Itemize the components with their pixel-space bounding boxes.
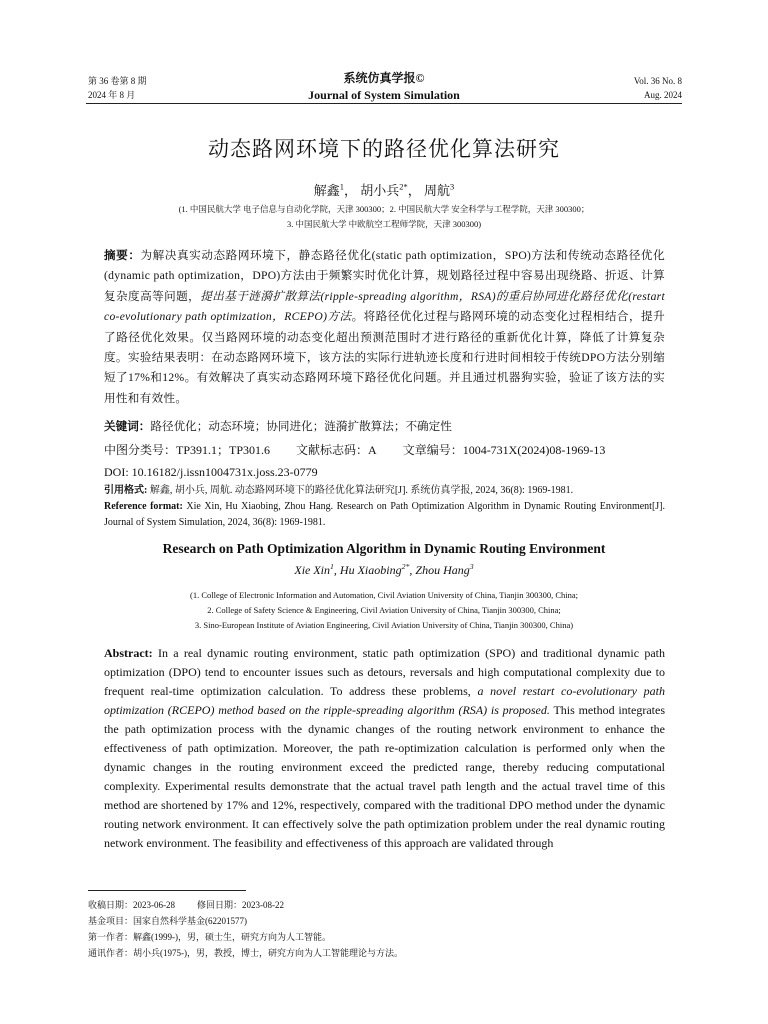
citation-cn bbox=[104, 483, 665, 499]
author-affil-mark: 3 bbox=[469, 562, 474, 571]
affiliation-line: 3. Sino-European Institute of Aviation Engineering, Civil Aviation University of China, Tianjin 300300, China) bbox=[194, 620, 574, 630]
footnote-dates bbox=[88, 897, 688, 913]
abstract-cn-text-2: 。将路径优化过程与路网环境的动态变化过程相结合，提升了路径优化效果。仅当路网环境的动态变化超出预测范围时才进行路径的重新优化计算，降低了计算复杂度。实验结果表明：在动态路网环境下，该方法的实际行进轨迹长度和行进时间相较于传统DPO方法分别缩短了17%和12%。有效解决了真实动态路网环境下路径优化问题。并且通过机器狗实验，验证了该方法的实用性和有效性。 bbox=[104, 310, 665, 405]
author-name: Zhou Hang bbox=[415, 563, 470, 577]
abstract-cn-label: 摘要： bbox=[104, 249, 141, 262]
author-name: 周航 bbox=[423, 183, 450, 198]
author-list-en: Xie Xin$^1$, Hu Xiaobing$^{2*}$, Zhou Hang$^3$ bbox=[294, 562, 474, 577]
header-vol-en: Vol. 36 No. 8 bbox=[633, 76, 682, 86]
paper-title-en: Research on Path Optimization Algorithm in Dynamic Routing Environment bbox=[162, 541, 606, 556]
citation-block bbox=[104, 483, 665, 531]
author-name: 胡小兵 bbox=[360, 183, 400, 198]
paper-title-cn: 动态路网环境下的路径优化算法研究 bbox=[208, 137, 560, 161]
clc-number: 中图分类号：TP391.1；TP301.6 bbox=[104, 443, 271, 457]
footnote-divider bbox=[88, 890, 246, 891]
keywords-cn bbox=[104, 417, 665, 437]
header-volume-en bbox=[634, 74, 682, 102]
author-name: Hu Xiaobing bbox=[339, 563, 402, 577]
citation-en-text: Xie Xin, Hu Xiaobing, Zhou Hang. Research on Path Optimization Algorithm in Dynamic Routing Environment[J]. Journal of System Simulation, 2024, 36(8): 1969-1981. bbox=[104, 501, 666, 528]
abstract-en-text-2: This method integrates the path optimization process with the dynamic changes of the routing network environment to enhance the effectiveness of path optimization. Moreover, the path re-optimization calculation is performed only when the dynamic changes in the routing environment exceed the predicted range, thereby reducing computational complexity. Experimental results demonstrate that the actual travel path length and the actual travel time of this method are shortened by 17% and 12%, respectively, compared with the traditional DPO method under the dynamic routing network environment. It can effectively solve the path optimization problem under the real dynamic routing network environment. The feasibility and effectiveness of this approach are validated through bbox=[104, 703, 665, 850]
footnote-fund: 基金项目：国家自然科学基金(62201577) bbox=[88, 916, 247, 926]
abstract-en-emphasis: a novel restart co-evolutionary path optimization (RCEPO) method based on the ripple-spreading algorithm (RSA) is proposed. bbox=[104, 684, 665, 717]
author-affil-mark: 2* bbox=[401, 562, 410, 571]
author-affil-mark: 3 bbox=[450, 181, 455, 192]
abstract-cn bbox=[104, 246, 665, 409]
affiliations-en bbox=[0, 588, 768, 633]
citation-cn-label: 引用格式: bbox=[104, 485, 148, 496]
affiliations-cn bbox=[0, 202, 768, 232]
citation-en-label: Reference format: bbox=[104, 501, 183, 512]
author-name: 解鑫 bbox=[313, 183, 340, 198]
footnote-corresponding-author: 通讯作者：胡小兵(1975-)，男，教授，博士，研究方向为人工智能理论与方法。 bbox=[88, 948, 403, 958]
abstract-en bbox=[104, 644, 665, 853]
classification-line bbox=[104, 440, 665, 460]
article-number: 文章编号：1004-731X(2024)08-1969-13 bbox=[402, 443, 606, 457]
header-vol-cn: 第 36 卷第 8 期 bbox=[88, 76, 147, 86]
header-date-cn: 2024 年 8 月 bbox=[88, 90, 136, 100]
journal-name-cn: 系统仿真学报© bbox=[343, 71, 425, 85]
author-affil-mark: 2* bbox=[399, 181, 408, 192]
doi-line: DOI: 10.16182/j.issn1004731x.joss.23-0779 bbox=[104, 465, 318, 479]
abstract-en-label: Abstract: bbox=[104, 646, 153, 660]
abstract-en-text-1: In a real dynamic routing environment, static path optimization (SPO) and traditional dynamic path optimization (DPO) tend to encounter issues such as detours, reversals and high computational complexity due to frequent real-time optimization calculation. To address these problems, bbox=[104, 646, 665, 698]
footnote-first-author: 第一作者：解鑫(1999-)，男，硕士生，研究方向为人工智能。 bbox=[88, 932, 331, 942]
document-code: 文献标志码：A bbox=[296, 443, 377, 457]
affiliation-line: (1. College of Electronic Information and Automation, Civil Aviation University of China, Tianjin 300300, China; bbox=[190, 590, 578, 600]
citation-cn-text: 解鑫, 胡小兵, 周航. 动态路网环境下的路径优化算法研究[J]. 系统仿真学报, 2024, 36(8): 1969-1981. bbox=[149, 485, 574, 496]
author-affil-mark: 1 bbox=[330, 562, 334, 571]
header-divider bbox=[86, 103, 682, 104]
abstract-cn-emphasis: 提出基于涟漪扩散算法(ripple-spreading algorithm，RSA)的重启协同进化路径优化(restart co-evolutionary path optimization，RCEPO)方法 bbox=[104, 289, 665, 324]
abstract-cn-text-1: 为解决真实动态路网环境下，静态路径优化(static path optimization，SPO)方法和传统动态路径优化(dynamic path optimization，DPO)方法由于频繁实时优化计算，规划路径过程中容易出现绕路、折返、计算复杂度高等问题， bbox=[104, 249, 665, 303]
author-name: Xie Xin bbox=[294, 563, 331, 577]
affiliation-line: (1. 中国民航大学 电子信息与自动化学院，天津 300300；2. 中国民航大学 安全科学与工程学院，天津 300300； bbox=[178, 204, 590, 214]
received-date: 收稿日期：2023-06-28 bbox=[88, 900, 175, 910]
author-affil-mark: 1 bbox=[339, 181, 344, 192]
keywords-cn-label: 关键词： bbox=[104, 420, 151, 433]
affiliation-line: 2. College of Safety Science & Engineering, Civil Aviation University of China, Tianjin 300300, China; bbox=[207, 605, 561, 615]
footnotes bbox=[88, 897, 688, 961]
author-list-cn: 解鑫$^1$， 胡小兵$^{2*}$， 周航$^3$ bbox=[313, 181, 455, 198]
revised-date: 修回日期：2023-08-22 bbox=[197, 900, 284, 910]
keywords-cn-text: 路径优化；动态环境；协同进化；涟漪扩散算法；不确定性 bbox=[150, 420, 452, 433]
journal-name-en: Journal of System Simulation bbox=[308, 88, 460, 102]
header-date-en: Aug. 2024 bbox=[644, 90, 682, 100]
citation-en bbox=[104, 499, 665, 531]
affiliation-line: 3. 中国民航大学 中欧航空工程师学院，天津 300300) bbox=[286, 219, 482, 229]
